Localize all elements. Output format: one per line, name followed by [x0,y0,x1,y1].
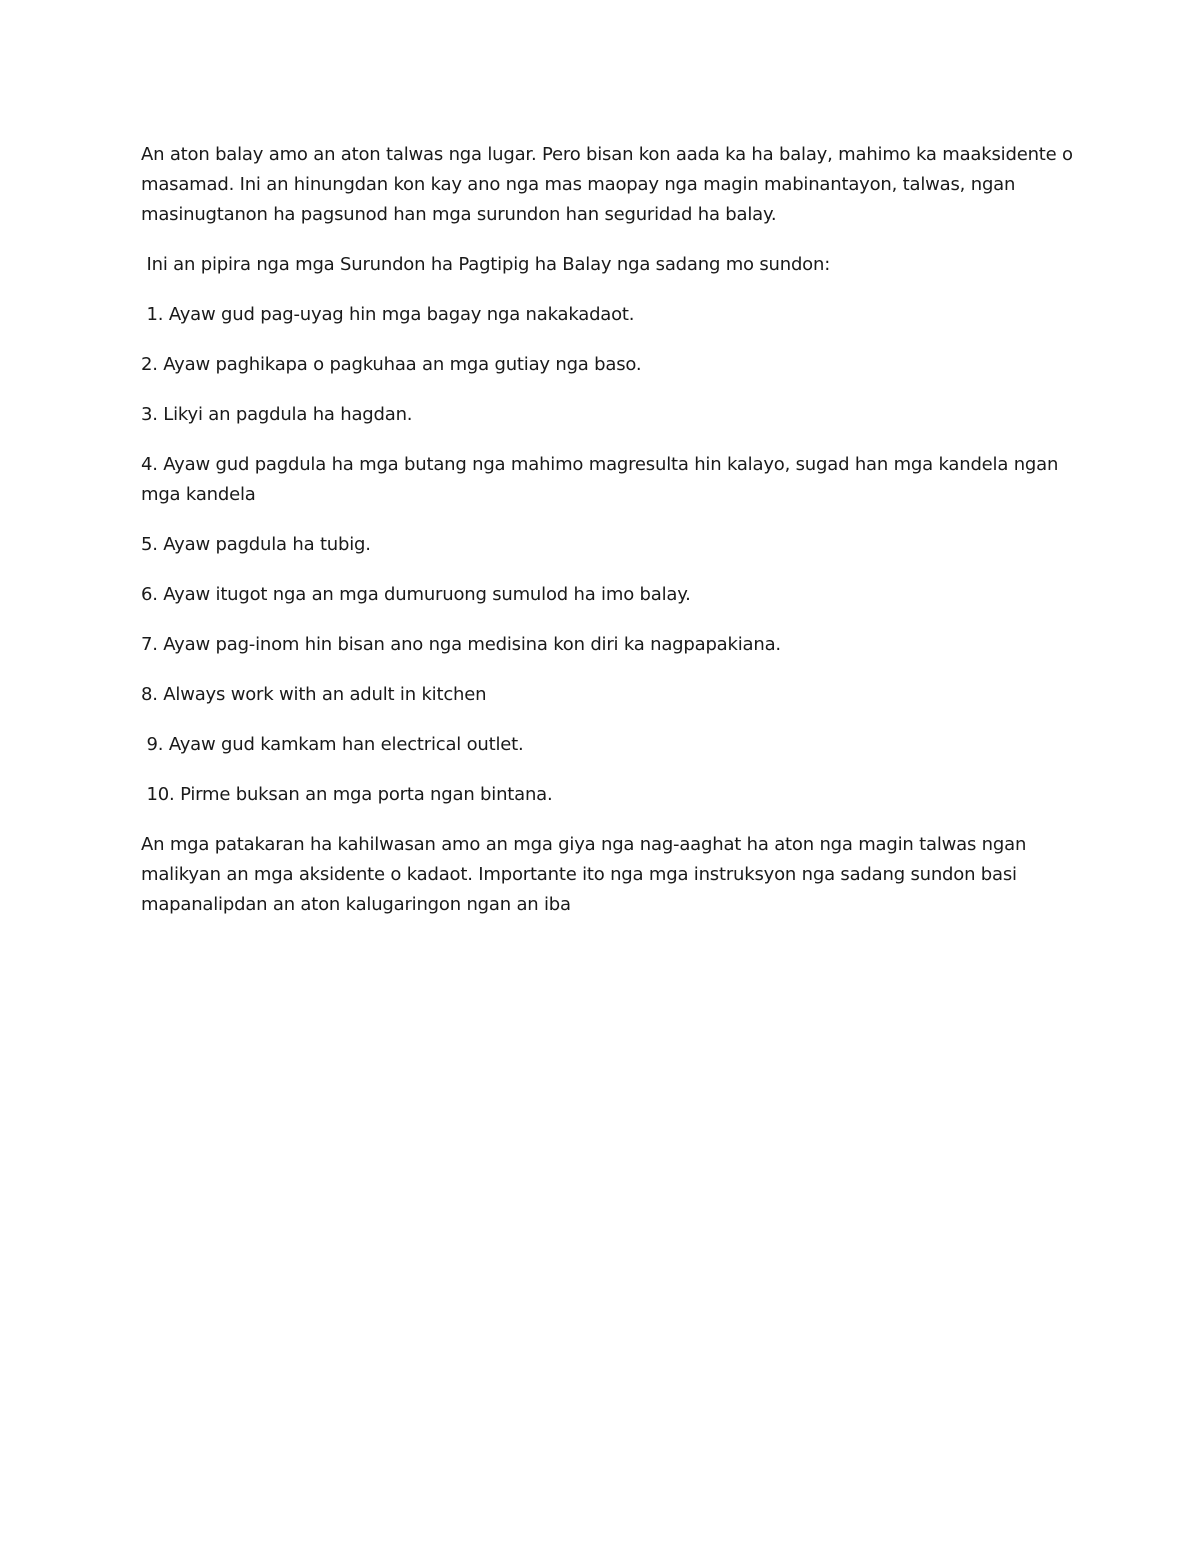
closing-paragraph [141,830,1061,920]
intro-line: masamad. Ini an hinungdan kon kay ano nga mas maopay nga magin mabinantayon, talwas, ngan [141,174,1016,195]
closing-line: An mga patakaran ha kahilwasan amo an mga giya nga nag-aaghat ha aton nga magin talwas ngan [141,834,1027,855]
rule-text: mga kandela [141,484,256,505]
rule-text: 9. Ayaw gud kamkam han electrical outlet. [141,734,524,755]
closing-line: malikyan an mga aksidente o kadaot. Importante ito nga mga instruksyon nga sadang sundon basi [141,864,1017,885]
lead-in-paragraph [141,250,1061,280]
rule-text: 10. Pirme buksan an mga porta ngan bintana. [141,784,553,805]
list-item [141,350,1061,380]
rules-list [141,300,1061,810]
list-item [141,730,1061,760]
rule-text: 4. Ayaw gud pagdula ha mga butang nga mahimo magresulta hin kalayo, sugad han mga kandela ngan [141,454,1059,475]
list-item [141,630,1061,660]
rule-text: 8. Always work with an adult in kitchen [141,684,487,705]
lead-in-text: Ini an pipira nga mga Surundon ha Pagtipig ha Balay nga sadang mo sundon: [141,254,831,275]
rule-text: 7. Ayaw pag-inom hin bisan ano nga medisina kon diri ka nagpapakiana. [141,634,781,655]
intro-line: masinugtanon ha pagsunod han mga surundon han seguridad ha balay. [141,204,777,225]
rule-text: 6. Ayaw itugot nga an mga dumuruong sumulod ha imo balay. [141,584,691,605]
list-item [141,680,1061,710]
rule-text: 2. Ayaw paghikapa o pagkuhaa an mga gutiay nga baso. [141,354,642,375]
list-item [141,780,1061,810]
intro-paragraph [141,140,1073,230]
list-item [141,300,1061,330]
rule-text: 3. Likyi an pagdula ha hagdan. [141,404,413,425]
document-body [141,140,1073,940]
list-item [141,580,1061,610]
list-item [141,400,1061,430]
rule-text: 5. Ayaw pagdula ha tubig. [141,534,371,555]
intro-line: An aton balay amo an aton talwas nga lugar. Pero bisan kon aada ka ha balay, mahimo ka maaksidente o [141,144,1073,165]
list-item [141,530,1061,560]
list-item [141,450,1061,510]
rule-text: 1. Ayaw gud pag-uyag hin mga bagay nga nakakadaot. [141,304,635,325]
closing-line: mapanalipdan an aton kalugaringon ngan an iba [141,894,571,915]
